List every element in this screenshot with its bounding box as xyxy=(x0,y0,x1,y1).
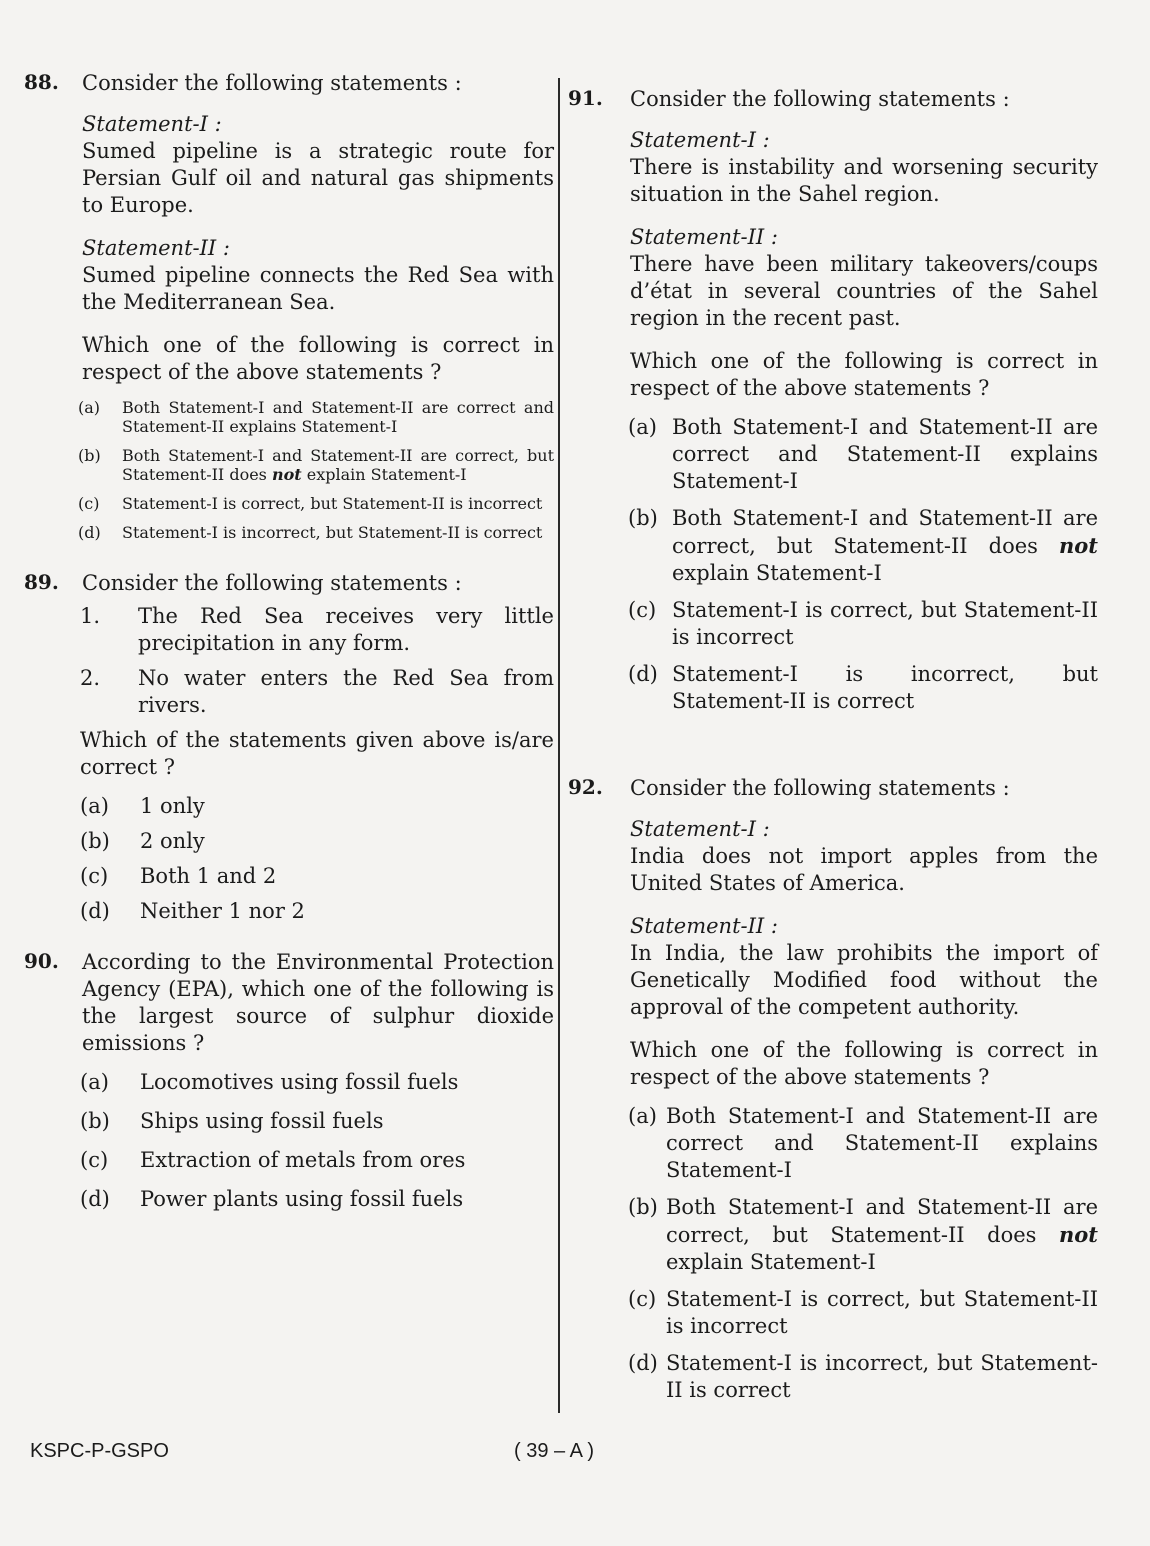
statement-1-heading: Statement-I : xyxy=(82,112,222,136)
question-prompt: Which one of the following is correct in respect of the above statements ? xyxy=(82,333,554,384)
statement-1-text: Sumed pipeline is a strategic route for Persian Gulf oil and natural gas shipments to Europe. xyxy=(82,139,554,217)
question-89 xyxy=(24,570,554,925)
statement-2-heading: Statement-II : xyxy=(82,236,230,260)
question-91 xyxy=(568,86,1098,715)
statement-item-1: 1. The Red Sea receives very little precipitation in any form. xyxy=(80,604,554,655)
statement-1-heading: Statement-I : xyxy=(630,128,770,152)
option-b[interactable]: (b) Both Statement-I and Statement-II are correct, but Statement-II does not explain Statement-I xyxy=(78,446,554,484)
option-d[interactable]: (d) Power plants using fossil fuels xyxy=(80,1187,464,1211)
column-divider xyxy=(558,78,560,1413)
statement-1-heading: Statement-I : xyxy=(630,817,770,841)
option-d[interactable]: (d) Statement-I is incorrect, but Statement-II is correct xyxy=(628,1351,1098,1402)
question-number: 90. xyxy=(24,949,59,973)
option-b[interactable]: (b) Ships using fossil fuels xyxy=(80,1109,384,1133)
question-intro: Consider the following statements : xyxy=(82,71,462,95)
option-c[interactable]: (c) Statement-I is correct, but Statement-II is incorrect xyxy=(628,598,1098,649)
statement-2-text: There have been military takeovers/coups d’état in several countries of the Sahel region in the recent past. xyxy=(630,252,1098,330)
question-prompt: Which of the statements given above is/are correct ? xyxy=(80,728,554,779)
statement-2-text: In India, the law prohibits the import of Genetically Modified food without the approval of the competent authority. xyxy=(630,941,1098,1019)
option-c[interactable]: (c) Statement-I is correct, but Statement-II is incorrect xyxy=(628,1287,1098,1338)
option-c[interactable]: (c) Statement-I is correct, but Statement-II is incorrect xyxy=(78,494,543,513)
question-intro: Consider the following statements : xyxy=(630,87,1010,111)
option-d[interactable]: (d) Neither 1 nor 2 xyxy=(80,899,305,923)
option-b[interactable]: (b) Both Statement-I and Statement-II are correct, but Statement-II does not explain Statement-I xyxy=(628,506,1098,585)
question-number: 91. xyxy=(568,86,603,110)
statement-2-heading: Statement-II : xyxy=(630,914,778,938)
question-intro: Consider the following statements : xyxy=(630,776,1010,800)
option-c[interactable]: (c) Extraction of metals from ores xyxy=(80,1148,466,1172)
question-92 xyxy=(568,775,1098,1404)
paper-code: KSPC-P-GSPO xyxy=(30,1440,169,1462)
statement-2-heading: Statement-II : xyxy=(630,225,778,249)
statement-1-text: India does not import apples from the United States of America. xyxy=(630,844,1098,895)
statement-item-2: 2. No water enters the Red Sea from rivers. xyxy=(80,666,554,717)
question-number: 88. xyxy=(24,70,59,94)
statement-2-text: Sumed pipeline connects the Red Sea with the Mediterranean Sea. xyxy=(82,263,554,314)
question-number: 92. xyxy=(568,775,603,799)
option-a[interactable]: (a) Locomotives using fossil fuels xyxy=(80,1070,459,1094)
question-intro: Consider the following statements : xyxy=(82,571,462,595)
left-column xyxy=(24,70,554,1221)
question-prompt: Which one of the following is correct in respect of the above statements ? xyxy=(630,349,1098,400)
option-a[interactable]: (a) Both Statement-I and Statement-II are correct and Statement-II explains Statement-I xyxy=(78,398,554,436)
option-b[interactable]: (b) 2 only xyxy=(80,829,205,853)
option-a[interactable]: (a) 1 only xyxy=(80,794,205,818)
question-90 xyxy=(24,949,554,1213)
option-d[interactable]: (d) Statement-I is incorrect, but Statement-II is correct xyxy=(628,662,1098,713)
option-a[interactable]: (a) Both Statement-I and Statement-II are correct and Statement-II explains Statement-I xyxy=(628,1104,1098,1182)
question-88 xyxy=(24,70,554,542)
option-a[interactable]: (a) Both Statement-I and Statement-II are correct and Statement-II explains Statement-I xyxy=(628,415,1098,493)
question-number: 89. xyxy=(24,570,59,594)
question-prompt: According to the Environmental Protection Agency (EPA), which one of the following is the largest source of sulphur dioxide emissions ? xyxy=(82,950,554,1055)
option-b[interactable]: (b) Both Statement-I and Statement-II are correct, but Statement-II does not explain Statement-I xyxy=(628,1195,1098,1274)
statement-1-text: There is instability and worsening security situation in the Sahel region. xyxy=(630,155,1098,206)
question-prompt: Which one of the following is correct in respect of the above statements ? xyxy=(630,1038,1098,1089)
option-d[interactable]: (d) Statement-I is incorrect, but Statement-II is correct xyxy=(78,523,543,542)
option-c[interactable]: (c) Both 1 and 2 xyxy=(80,864,277,888)
page-number: ( 39 – A ) xyxy=(514,1440,595,1462)
right-column xyxy=(568,86,1098,1414)
